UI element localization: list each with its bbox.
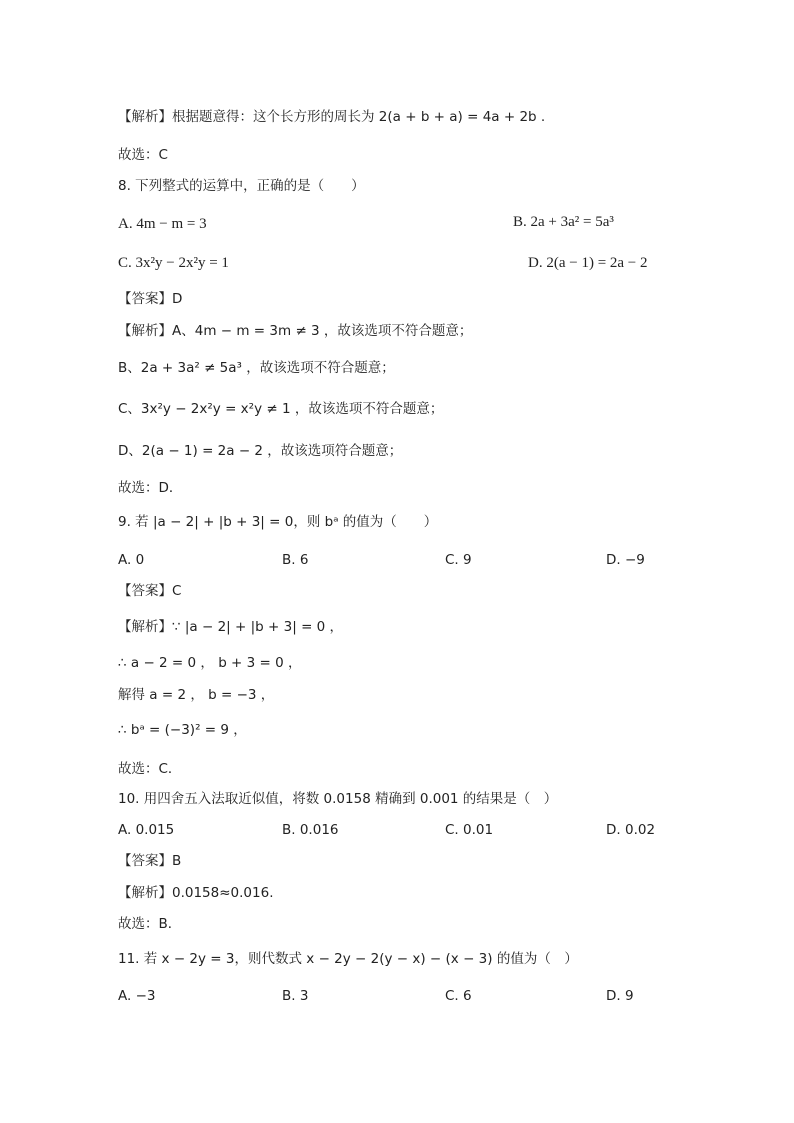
choice-line-q7: 故选：C [118,147,168,163]
q9-option-b: B. 6 [282,552,309,568]
q8-analysis-a: 【解析】A、4m − m = 3m ≠ 3 ，故该选项不符合题意； [118,323,473,339]
q10-option-b: B. 0.016 [282,822,339,838]
q10-option-d: D. 0.02 [606,822,656,838]
q10-option-c: C. 0.01 [445,822,494,838]
q8-choice: 故选：D． [118,480,183,496]
q8-analysis-c: C、3x²y − 2x²y = x²y ≠ 1 ，故该选项不符合题意； [118,401,444,417]
analysis-line-q7: 【解析】根据题意得：这个长方形的周长为 2(a + b + a) = 4a + 2b . [118,109,546,125]
q11-option-c: C. 6 [445,988,472,1004]
q9-answer: 【答案】C [118,583,182,599]
q8-analysis-d: D、2(a − 1) = 2a − 2 ，故该选项符合题意； [118,443,403,459]
question-8: 8. 下列整式的运算中，正确的是（ ） [118,178,365,194]
question-11: 11. 若 x − 2y = 3，则代数式 x − 2y − 2(y − x) − (x − 3) 的值为（ ） [118,951,578,967]
q8-answer: 【答案】D [118,291,183,307]
q11-option-d: D. 9 [606,988,634,1004]
q8-option-a: A. 4m − m = 3 [118,216,207,232]
q10-option-a: A. 0.015 [118,822,175,838]
q8-option-b: B. 2a + 3a² = 5a³ [513,214,614,230]
question-10: 10. 用四舍五入法取近似值，将数 0.0158 精确到 0.001 的结果是（ ） [118,791,558,807]
q9-analysis-2: ∴ a − 2 = 0 ， b + 3 = 0 ， [118,655,302,671]
q9-analysis-4: ∴ bᵃ = (−3)² = 9 ， [118,722,247,738]
q8-analysis-b: B、2a + 3a² ≠ 5a³ ，故该选项不符合题意； [118,360,395,376]
q10-analysis: 【解析】0.0158≈0.016. [118,885,274,901]
q9-option-a: A. 0 [118,552,145,568]
question-9: 9. 若 |a − 2| + |b + 3| = 0，则 bᵃ 的值为（ ） [118,514,438,530]
q9-choice: 故选：C． [118,761,182,777]
q10-answer: 【答案】B [118,853,182,869]
q11-option-b: B. 3 [282,988,309,1004]
q10-choice: 故选：B． [118,916,182,932]
q9-analysis-3: 解得 a = 2 ， b = −3 ， [118,687,275,703]
q9-option-c: C. 9 [445,552,472,568]
q8-option-d: D. 2(a − 1) = 2a − 2 [528,255,648,271]
q8-option-c: C. 3x²y − 2x²y = 1 [118,255,229,271]
q9-analysis-1: 【解析】∵ |a − 2| + |b + 3| = 0 ， [118,619,344,635]
q11-option-a: A. −3 [118,988,156,1004]
q9-option-d: D. −9 [606,552,645,568]
